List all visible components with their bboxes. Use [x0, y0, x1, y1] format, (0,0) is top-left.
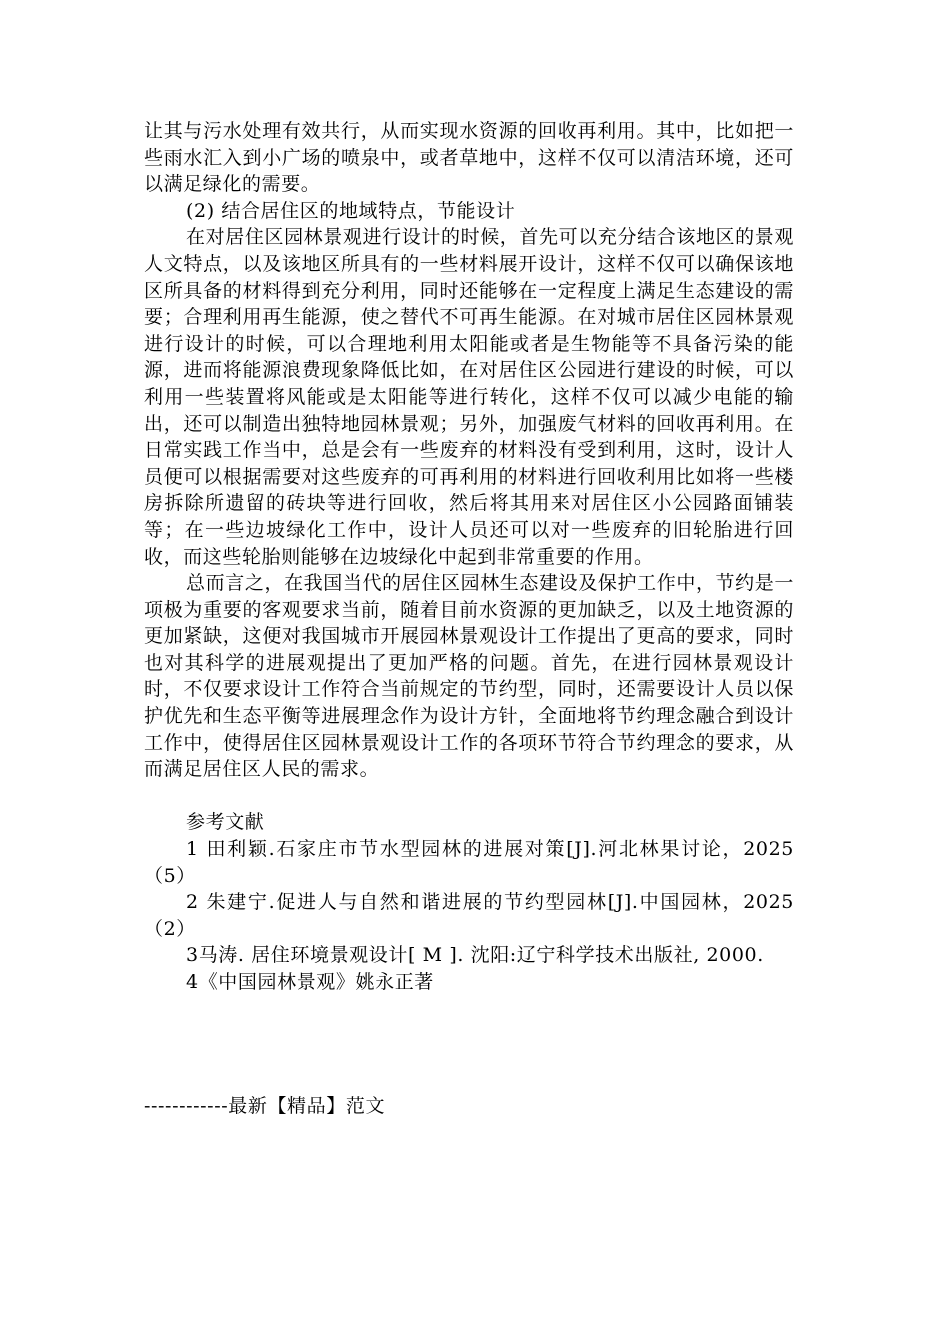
paragraph-water-recycling: 让其与污水处理有效共行，从而实现水资源的回收再利用。其中，比如把一些雨水汇入到小广场的喷泉中，或者草地中，这样不仅可以清洁环境，还可以满足绿化的需要。	[144, 120, 794, 196]
document-body	[144, 118, 794, 996]
reference-item: 3马涛. 居住环境景观设计[ M ]. 沈阳:辽宁科学技术出版社, 2000.	[186, 944, 764, 967]
reference-item: 1 田利颖.石家庄市节水型园林的进展对策[J].河北林果讨论，2025（5）	[144, 838, 794, 887]
reference-item: 4《中国园林景观》姚永正著	[186, 971, 434, 993]
spacer	[144, 783, 794, 810]
paragraph-conclusion: 总而言之，在我国当代的居住区园林生态建设及保护工作中，节约是一项极为重要的客观要求当前，随着目前水资源的更加缺乏，以及土地资源的更加紧缺，这便对我国城市开展园林景观设计工作提出了更高的要求，同时也对其科学的进展观提出了更加严格的问题。首先，在进行园林景观设计时，不仅要求设计工作符合当前规定的节约型，同时，还需要设计人员以保护优先和生态平衡等进展理念作为设计方针，全面地将节约理念融合到设计工作中，使得居住区园林景观设计工作的各项环节符合节约理念的要求，从而满足居住区人民的需求。	[144, 572, 794, 781]
reference-item: 2 朱建宁.促进人与自然和谐进展的节约型园林[J].中国园林，2025（2）	[144, 891, 794, 940]
section-heading-energy-design: (2) 结合居住区的地域特点，节能设计	[186, 199, 516, 222]
references-heading: 参考文献	[186, 811, 265, 834]
footer-note: ------------最新【精品】范文	[144, 1095, 386, 1117]
paragraph-energy-design: 在对居住区园林景观进行设计的时候，首先可以充分结合该地区的景观人文特点，以及该地区所具有的一些材料展开设计，这样不仅可以确保该地区所具备的材料得到充分利用，同时还能够在一定程度上满足生态建设的需要；合理利用再生能源，使之替代不可再生能源。在对城市居住区园林景观进行设计的时候，可以合理地利用太阳能或者是生物能等不具备污染的能源，进而将能源浪费现象降低比如，在对居住区公园进行建设的时候，可以利用一些装置将风能或是太阳能等进行转化，这样不仅可以减少电能的输出，还可以制造出独特地园林景观；另外，加强废气材料的回收再利用。在日常实践工作当中，总是会有一些废弃的材料没有受到利用，这时，设计人员便可以根据需要对这些废弃的可再利用的材料进行回收利用比如将一些楼房拆除所遗留的砖块等进行回收，然后将其用来对居住区小公园路面铺装等；在一些边坡绿化工作中，设计人员还可以对一些废弃的旧轮胎进行回收，而这些轮胎则能够在边坡绿化中起到非常重要的作用。	[144, 226, 794, 568]
